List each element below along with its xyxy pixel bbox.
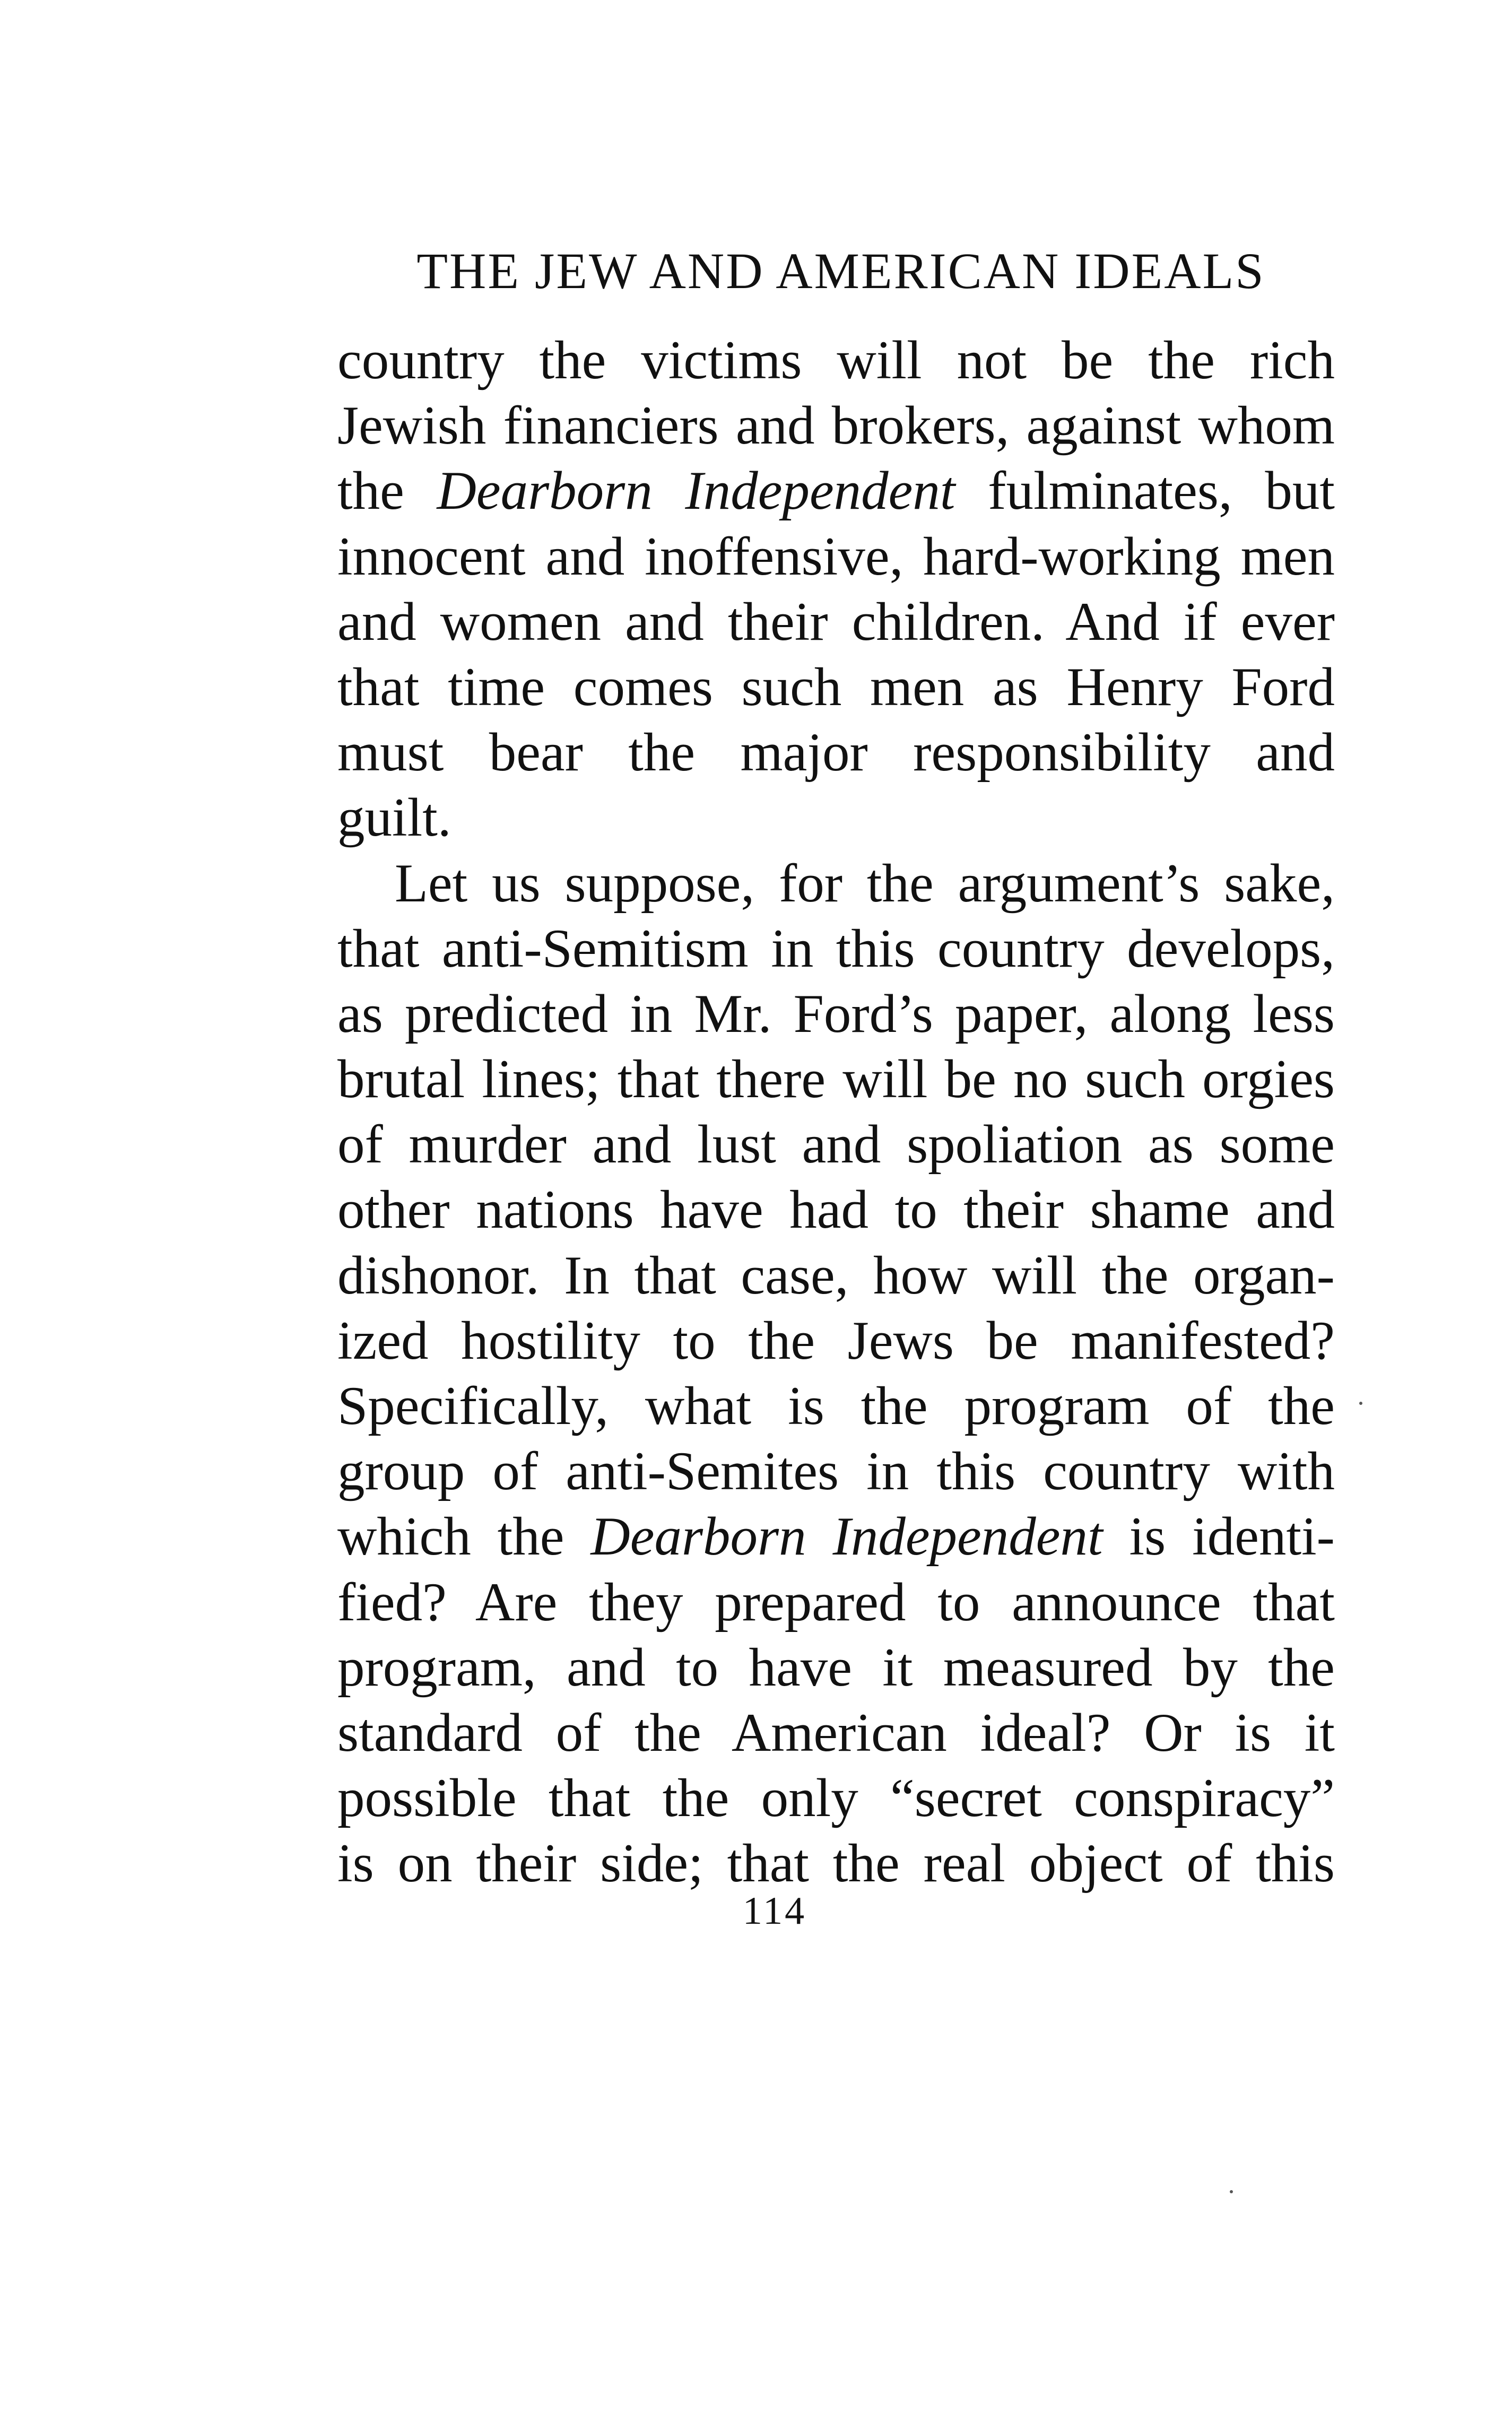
text-segment: that anti-Semitism in this country develops, [337,918,1335,979]
text-line [337,851,1335,916]
text-segment: Jewish financiers and brokers, against whom [337,395,1335,456]
text-segment: the [337,461,437,522]
text-segment: brutal lines; that there will be no such orgies [337,1049,1335,1110]
text-segment: fulminates, but [955,461,1335,522]
text-line [337,328,1335,393]
text-segment: possible that the only “secret conspiracy” [337,1768,1335,1829]
text-segment: that time comes such men as Henry Ford [337,656,1335,717]
text-line [337,1831,1335,1896]
text-line [337,1635,1335,1700]
text-segment: Specifically, what is the program of the [337,1376,1335,1436]
text-segment: which the [337,1506,591,1567]
text-line [337,785,1335,850]
text-line [337,589,1335,655]
text-line [337,1570,1335,1635]
print-speck [1359,1402,1362,1405]
text-line [337,1700,1335,1766]
text-segment: must bear the major responsibility and [337,722,1335,783]
text-segment: country the victims will not be the rich [337,330,1335,390]
italic-title: Dearborn Independent [437,461,955,522]
text-line [337,1112,1335,1177]
running-head-title: THE JEW AND AMERICAN IDEALS [416,242,1265,299]
text-segment: Let us suppose, for the argument’s sake, [395,853,1335,914]
text-segment: group of anti-Semites in this country with [337,1441,1335,1502]
text-segment: standard of the American ideal? Or is it [337,1702,1335,1763]
text-segment: ized hostility to the Jews be manifested? [337,1310,1335,1371]
text-segment: other nations have had to their shame and [337,1179,1335,1240]
text-line [337,524,1335,589]
text-segment: fied? Are they prepared to announce that [337,1571,1335,1633]
text-segment: innocent and inoffensive, hard-working men [337,526,1335,587]
text-line [337,916,1335,982]
text-segment: guilt. [337,787,451,848]
text-line [337,1439,1335,1504]
text-line [337,720,1335,785]
text-line [337,1374,1335,1439]
text-segment: is identi- [1102,1506,1335,1567]
text-segment: dishonor. In that case, how will the organ- [337,1245,1335,1306]
text-line [337,458,1335,524]
text-line [337,393,1335,458]
italic-title: Dearborn Independent [590,1506,1103,1567]
text-line [337,655,1335,720]
body-text [337,328,1335,1897]
text-line [337,1177,1335,1243]
text-segment: and women and their children. And if ever [337,591,1335,652]
text-line [337,1243,1335,1308]
text-segment: program, and to have it measured by the [337,1637,1335,1698]
text-line [337,982,1335,1047]
text-line [337,1308,1335,1374]
text-line [337,1047,1335,1112]
text-segment: of murder and lust and spoliation as some [337,1114,1335,1175]
print-speck [1230,2190,1233,2193]
page-number: 114 [742,1889,807,1933]
text-segment: as predicted in Mr. Ford’s paper, along less [337,983,1335,1044]
text-segment: is on their side; that the real object of this [337,1833,1335,1894]
text-line [337,1504,1335,1569]
text-line [337,1766,1335,1831]
